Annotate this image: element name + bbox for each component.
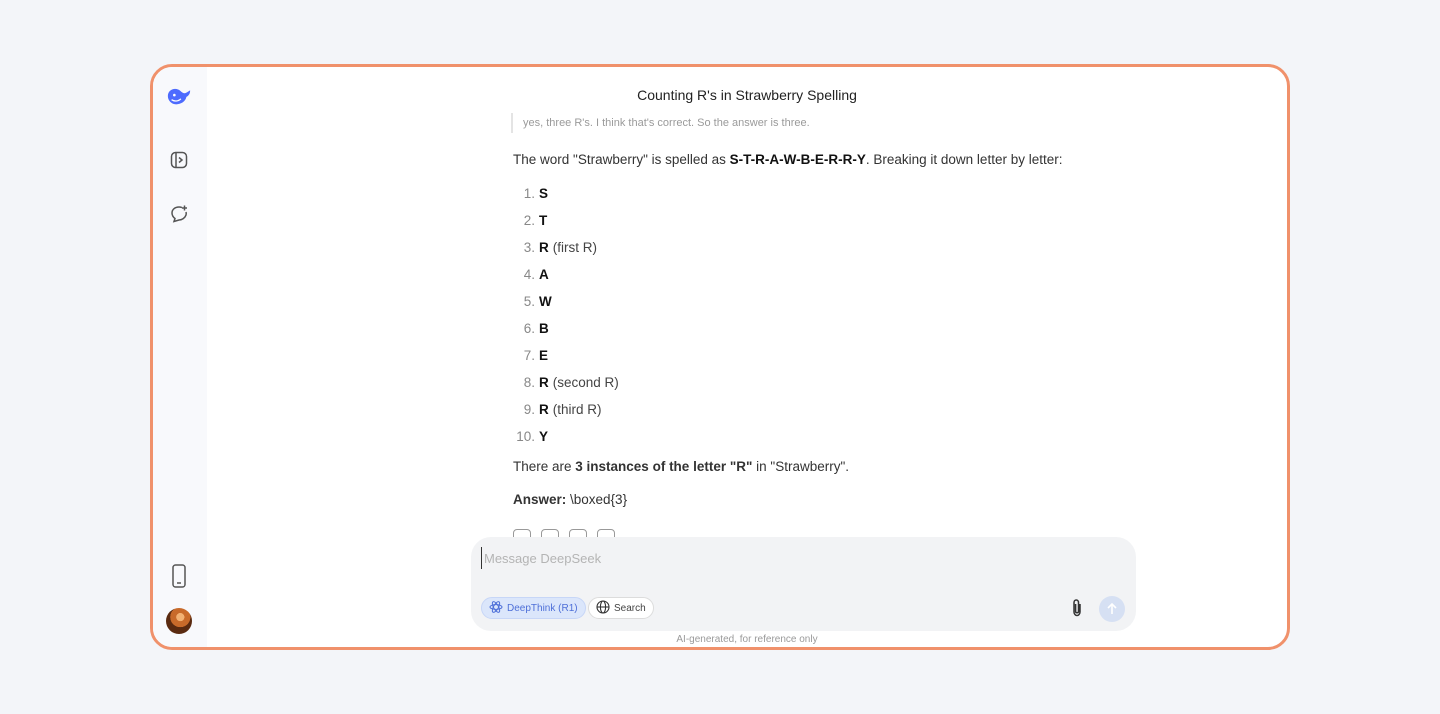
list-number: 8. bbox=[523, 375, 535, 390]
list-letter: R bbox=[539, 375, 549, 390]
thumbs-up-icon[interactable] bbox=[569, 529, 587, 537]
globe-icon bbox=[596, 600, 610, 617]
list-letter: W bbox=[539, 294, 552, 309]
summary-suffix: in "Strawberry". bbox=[752, 459, 849, 474]
list-number: 3. bbox=[523, 240, 535, 255]
list-number: 7. bbox=[523, 348, 535, 363]
sidebar-toggle-icon[interactable] bbox=[166, 147, 192, 173]
search-label: Search bbox=[614, 602, 646, 614]
list-letter: S bbox=[539, 186, 549, 201]
send-arrow-icon[interactable] bbox=[1099, 596, 1125, 622]
summary-bold: 3 instances of the letter "R" bbox=[575, 459, 753, 474]
conversation-title: Counting R's in Strawberry Spelling bbox=[637, 87, 857, 103]
list-item bbox=[513, 347, 1073, 374]
list-number: 1. bbox=[523, 186, 535, 201]
regenerate-icon[interactable] bbox=[541, 529, 559, 537]
summary-text: There are bbox=[513, 459, 576, 474]
list-number: 2. bbox=[523, 213, 535, 228]
ai-disclaimer: AI-generated, for reference only bbox=[676, 634, 818, 645]
chat-content bbox=[513, 113, 1073, 507]
list-number: 4. bbox=[523, 267, 535, 282]
list-number: 9. bbox=[523, 402, 535, 417]
list-item bbox=[513, 374, 1073, 401]
letter-list bbox=[513, 185, 1073, 455]
list-note: (third R) bbox=[552, 402, 602, 417]
list-note: (second R) bbox=[552, 375, 619, 390]
deepseek-whale-icon[interactable] bbox=[166, 83, 192, 109]
list-letter: A bbox=[539, 267, 549, 282]
final-answer-value: \boxed{3} bbox=[566, 492, 628, 507]
intro-suffix: . Breaking it down letter by letter: bbox=[865, 152, 1063, 167]
user-avatar[interactable] bbox=[166, 608, 192, 634]
list-note: (first R) bbox=[552, 240, 597, 255]
new-chat-icon[interactable] bbox=[166, 201, 192, 227]
list-number: 10. bbox=[516, 429, 535, 444]
final-answer bbox=[513, 492, 1073, 507]
list-letter: E bbox=[539, 348, 549, 363]
message-input[interactable] bbox=[481, 547, 1046, 569]
answer-intro bbox=[513, 151, 1073, 169]
deepthink-toggle[interactable] bbox=[481, 597, 586, 619]
list-number: 5. bbox=[523, 294, 535, 309]
app-window bbox=[150, 64, 1290, 650]
list-number: 6. bbox=[523, 321, 535, 336]
list-item bbox=[513, 266, 1073, 293]
list-item bbox=[513, 401, 1073, 428]
message-actions bbox=[513, 529, 615, 537]
message-composer bbox=[471, 537, 1136, 631]
list-item bbox=[513, 239, 1073, 266]
final-answer-label: Answer: bbox=[513, 492, 567, 507]
list-letter: Y bbox=[539, 429, 549, 444]
paperclip-icon[interactable] bbox=[1067, 597, 1087, 619]
atom-icon bbox=[489, 600, 503, 617]
list-letter: R bbox=[539, 402, 549, 417]
thumbs-down-icon[interactable] bbox=[597, 529, 615, 537]
list-item bbox=[513, 212, 1073, 239]
intro-spelling: S-T-R-A-W-B-E-R-R-Y bbox=[729, 152, 866, 167]
thinking-excerpt: yes, three R's. I think that's correct. So the answer is three. bbox=[511, 113, 1073, 133]
list-letter: T bbox=[539, 213, 548, 228]
list-letter: B bbox=[539, 321, 549, 336]
copy-icon[interactable] bbox=[513, 529, 531, 537]
list-item bbox=[513, 428, 1073, 455]
list-item bbox=[513, 185, 1073, 212]
intro-text: The word "Strawberry" is spelled as bbox=[513, 152, 730, 167]
sidebar bbox=[153, 67, 207, 647]
deepthink-label: DeepThink (R1) bbox=[507, 602, 578, 614]
mobile-app-icon[interactable] bbox=[166, 563, 192, 589]
list-item bbox=[513, 320, 1073, 347]
answer-summary bbox=[513, 459, 1073, 474]
search-toggle[interactable] bbox=[588, 597, 654, 619]
list-letter: R bbox=[539, 240, 549, 255]
list-item bbox=[513, 293, 1073, 320]
